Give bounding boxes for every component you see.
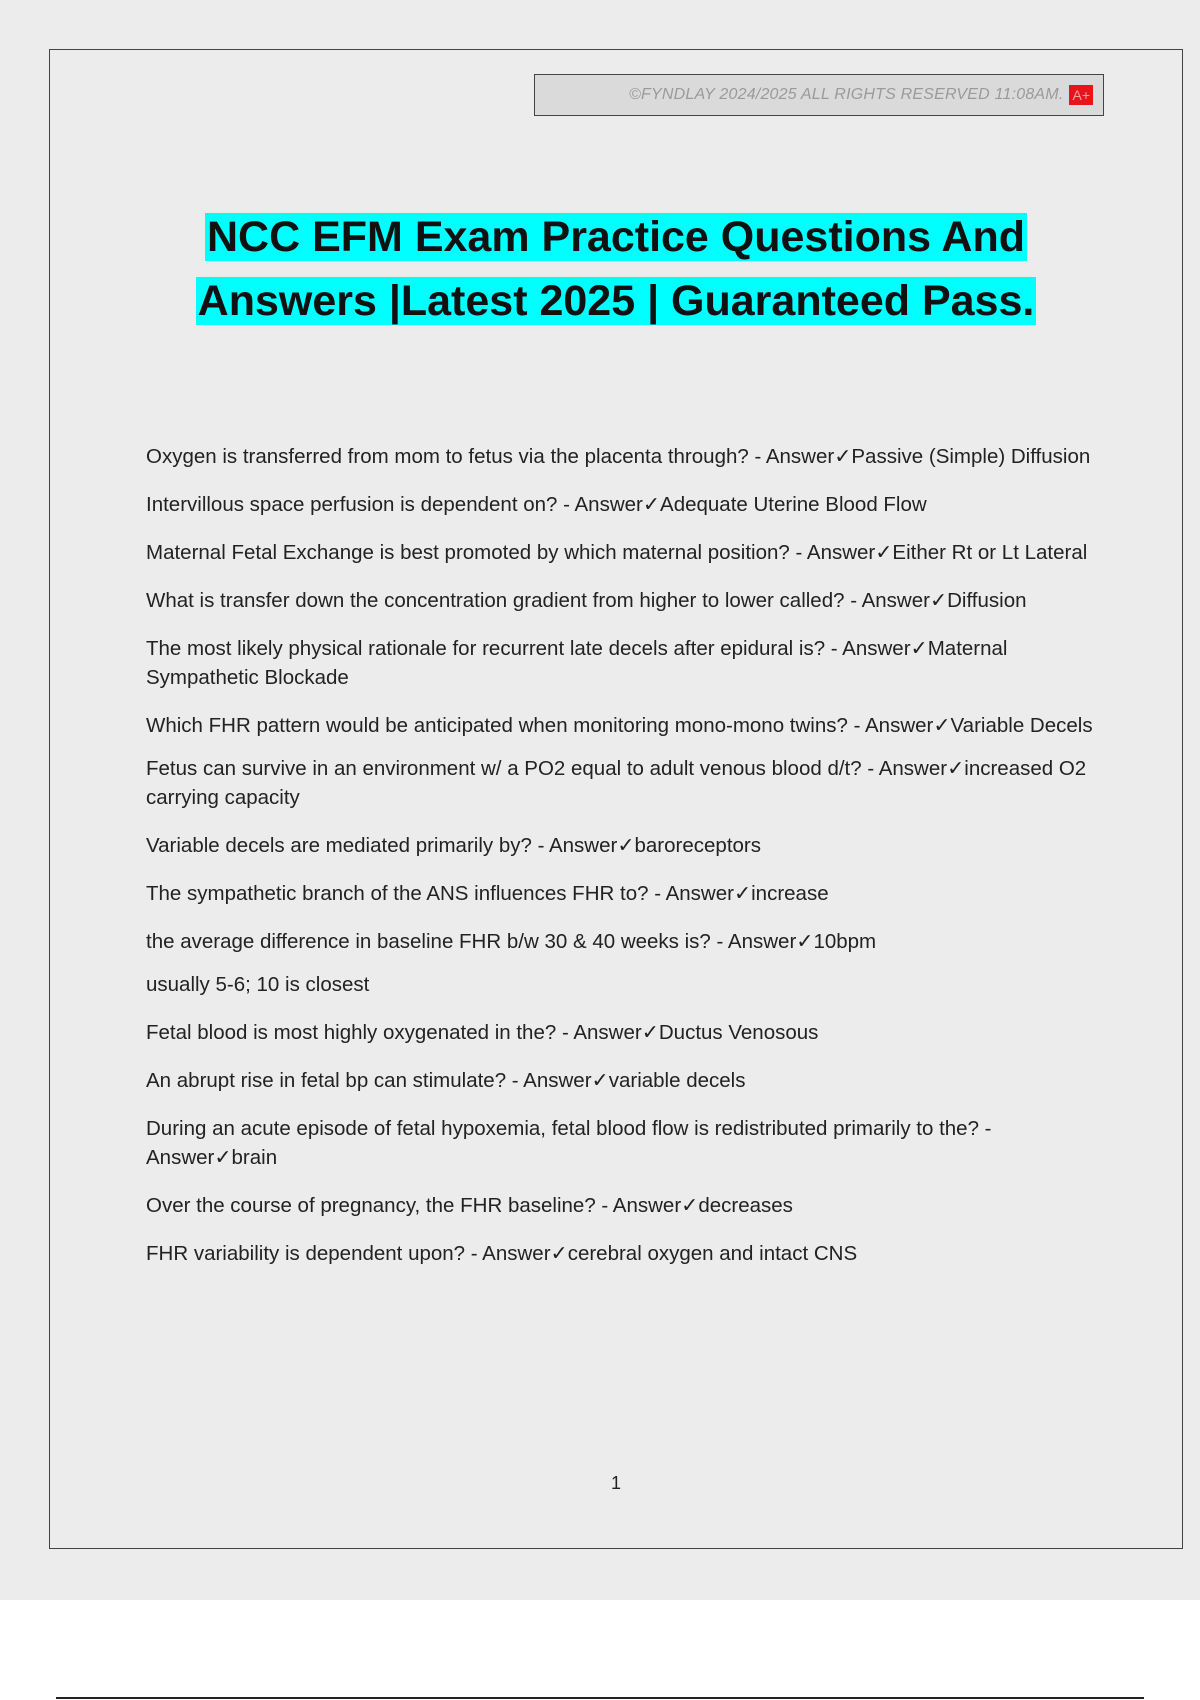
qa-item: The most likely physical rationale for recurrent late decels after epidural is? - Answer✓Maternal Sympathetic Blockade (146, 637, 1008, 689)
qa-item: Variable decels are mediated primarily by? - Answer✓baroreceptors (146, 834, 761, 857)
qa-item: the average difference in baseline FHR b/w 30 & 40 weeks is? - Answer✓10bpm (146, 930, 877, 953)
copyright-header (534, 74, 1104, 116)
qa-item: Fetal blood is most highly oxygenated in the? - Answer✓Ductus Venosous (146, 1021, 819, 1044)
page-number: 1 (610, 1473, 621, 1493)
copyright-text: ©FYNDLAY 2024/2025 ALL RIGHTS RESERVED 11:08AM. (629, 86, 1064, 103)
title-line-1: NCC EFM Exam Practice Questions And (207, 213, 1025, 261)
qa-item: Over the course of pregnancy, the FHR baseline? - Answer✓decreases (146, 1194, 793, 1217)
title-line-2: Answers |Latest 2025 | Guaranteed Pass. (197, 277, 1035, 325)
qa-item: FHR variability is dependent upon? - Answer✓cerebral oxygen and intact CNS (146, 1242, 858, 1265)
qa-item: An abrupt rise in fetal bp can stimulate? - Answer✓variable decels (146, 1069, 746, 1092)
qa-list (146, 442, 1096, 1287)
qa-item: Fetus can survive in an environment w/ a PO2 equal to adult venous blood d/t? - Answer✓increased O2 carrying capacity (146, 757, 1087, 809)
grade-badge: A+ (1069, 85, 1093, 105)
document-title (0, 205, 1200, 333)
qa-item: Intervillous space perfusion is dependent on? - Answer✓Adequate Uterine Blood Flow (146, 493, 927, 516)
next-page-divider (56, 1697, 1144, 1699)
qa-item: Maternal Fetal Exchange is best promoted by which maternal position? - Answer✓Either Rt or Lt Lateral (146, 541, 1088, 564)
qa-item: During an acute episode of fetal hypoxemia, fetal blood flow is redistributed primarily to the? - Answer✓brain (146, 1117, 992, 1169)
qa-item: Which FHR pattern would be anticipated when monitoring mono-mono twins? - Answer✓Variable Decels (146, 714, 1093, 737)
qa-note: usually 5-6; 10 is closest (146, 973, 370, 996)
qa-item: The sympathetic branch of the ANS influences FHR to? - Answer✓increase (146, 882, 829, 905)
qa-item: Oxygen is transferred from mom to fetus via the placenta through? - Answer✓Passive (Simple) Diffusion (146, 445, 1091, 468)
qa-item: What is transfer down the concentration gradient from higher to lower called? - Answer✓Diffusion (146, 589, 1027, 612)
